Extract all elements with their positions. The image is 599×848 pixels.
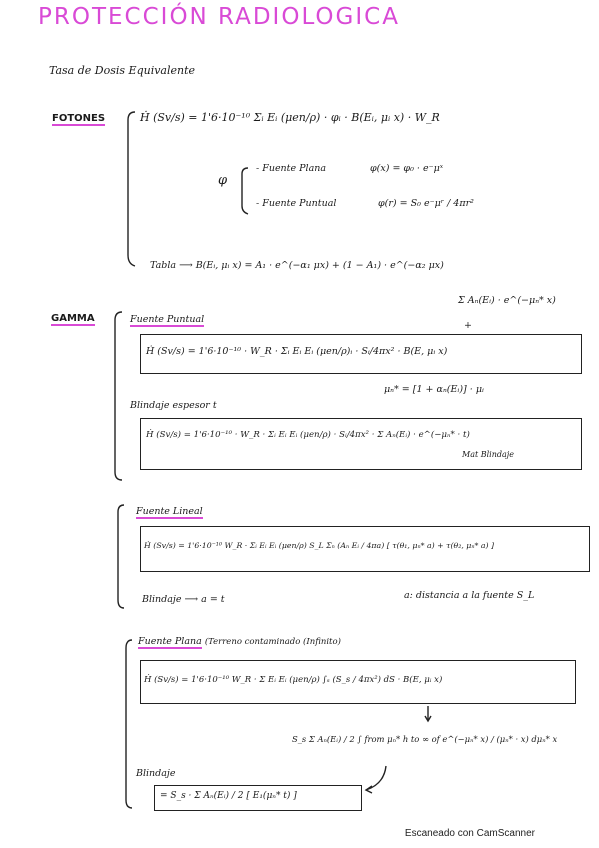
camscanner-footer: Escaneado con CamScanner <box>404 828 535 839</box>
gamma-plus-sign: + <box>464 320 472 331</box>
fuente-plana-label: - Fuente Plana <box>256 163 327 174</box>
gamma-blindaje-box <box>140 418 582 470</box>
gamma-top-note: Σ Aₙ(Eᵢ) · e^(−μₙ* x) <box>458 295 556 306</box>
gamma-blindaje-underlabel: Mat Blindaje <box>462 450 514 459</box>
lineal-equation: Ḣ (Sv/s) = 1'6·10⁻¹⁰ W_R · Σᵢ Eᵢ Eᵢ (μen/ρ) S_L Σₙ (Aₙ Eᵢ / 4πa) [ τ(θ₁, μₙ* a) + τ(θ₂, μₙ* a) ] <box>144 541 495 550</box>
plana-title: Fuente Plana (Terreno contaminado (Infinito) <box>138 636 341 647</box>
lineal-title: Fuente Lineal <box>136 506 203 517</box>
phi-symbol: φ <box>218 173 228 188</box>
fuente-plana-equation: φ(x) = φ₀ · e⁻μˣ <box>370 163 444 174</box>
fuente-puntual-equation: φ(r) = S₀ e⁻μʳ / 4πr² <box>378 198 474 209</box>
gamma-mu-note: μₙ* = [1 + αₙ(Eᵢ)] · μᵢ <box>384 384 484 395</box>
page-title: PROTECCIÓN RADIOLOGICA <box>38 4 400 30</box>
section-label-fotones: FOTONES <box>52 113 106 124</box>
lineal-note: a: distancia a la fuente S_L <box>404 590 535 601</box>
gamma-puntual-equation: Ḣ (Sv/s) = 1'6·10⁻¹⁰ · W_R · Σᵢ Eᵢ Eᵢ (μen/ρ)ᵢ · Sᵢ/4πx² · B(E, μᵢ x) <box>146 346 448 357</box>
section-label-gamma: GAMMA <box>51 313 95 324</box>
page-subtitle: Tasa de Dosis Equivalente <box>49 64 196 77</box>
gamma-puntual-title: Fuente Puntual <box>130 314 205 325</box>
plana-blindaje-equation: = S_s · Σ Aₙ(Eᵢ) / 2 [ E₁(μₙ* t) ] <box>160 791 297 801</box>
plana-subtitle: (Terreno contaminado (Infinito) <box>204 637 341 647</box>
lineal-blindaje: Blindaje ⟶ a = t <box>142 594 225 605</box>
plana-expand-equation: S_s Σ Aₙ(Eᵢ) / 2 ∫ from μₙ* h to ∞ of e^(−μₙ* x) / (μₙ* · x) dμₙ* x <box>292 734 558 744</box>
gamma-blindaje-label: Blindaje espesor t <box>130 400 217 411</box>
gamma-blindaje-equation: Ḣ (Sv/s) = 1'6·10⁻¹⁰ · W_R · Σᵢ Eᵢ Eᵢ (μen/ρ) · Sᵢ/4πx² · Σ Aₙ(Eᵢ) · e^(−μₙ* · t) <box>146 430 470 440</box>
tabla-equation: Tabla ⟶ B(Eᵢ, μᵢ x) = A₁ · e^(−α₁ μx) + (1 − A₁) · e^(−α₂ μx) <box>150 260 444 271</box>
fuente-puntual-label: - Fuente Puntual <box>256 198 337 209</box>
plana-equation: Ḣ (Sv/s) = 1'6·10⁻¹⁰ W_R · Σ Eᵢ Eᵢ (μen/ρ) ∫ₛ (S_s / 4πx²) dS · B(E, μᵢ x) <box>144 675 443 685</box>
fotones-main-equation: Ḣ (Sv/s) = 1'6·10⁻¹⁰ Σᵢ Eᵢ (μen/ρ) · φᵢ · B(Eᵢ, μᵢ x) · W_R <box>140 111 440 124</box>
plana-blindaje-label: Blindaje <box>136 768 176 779</box>
